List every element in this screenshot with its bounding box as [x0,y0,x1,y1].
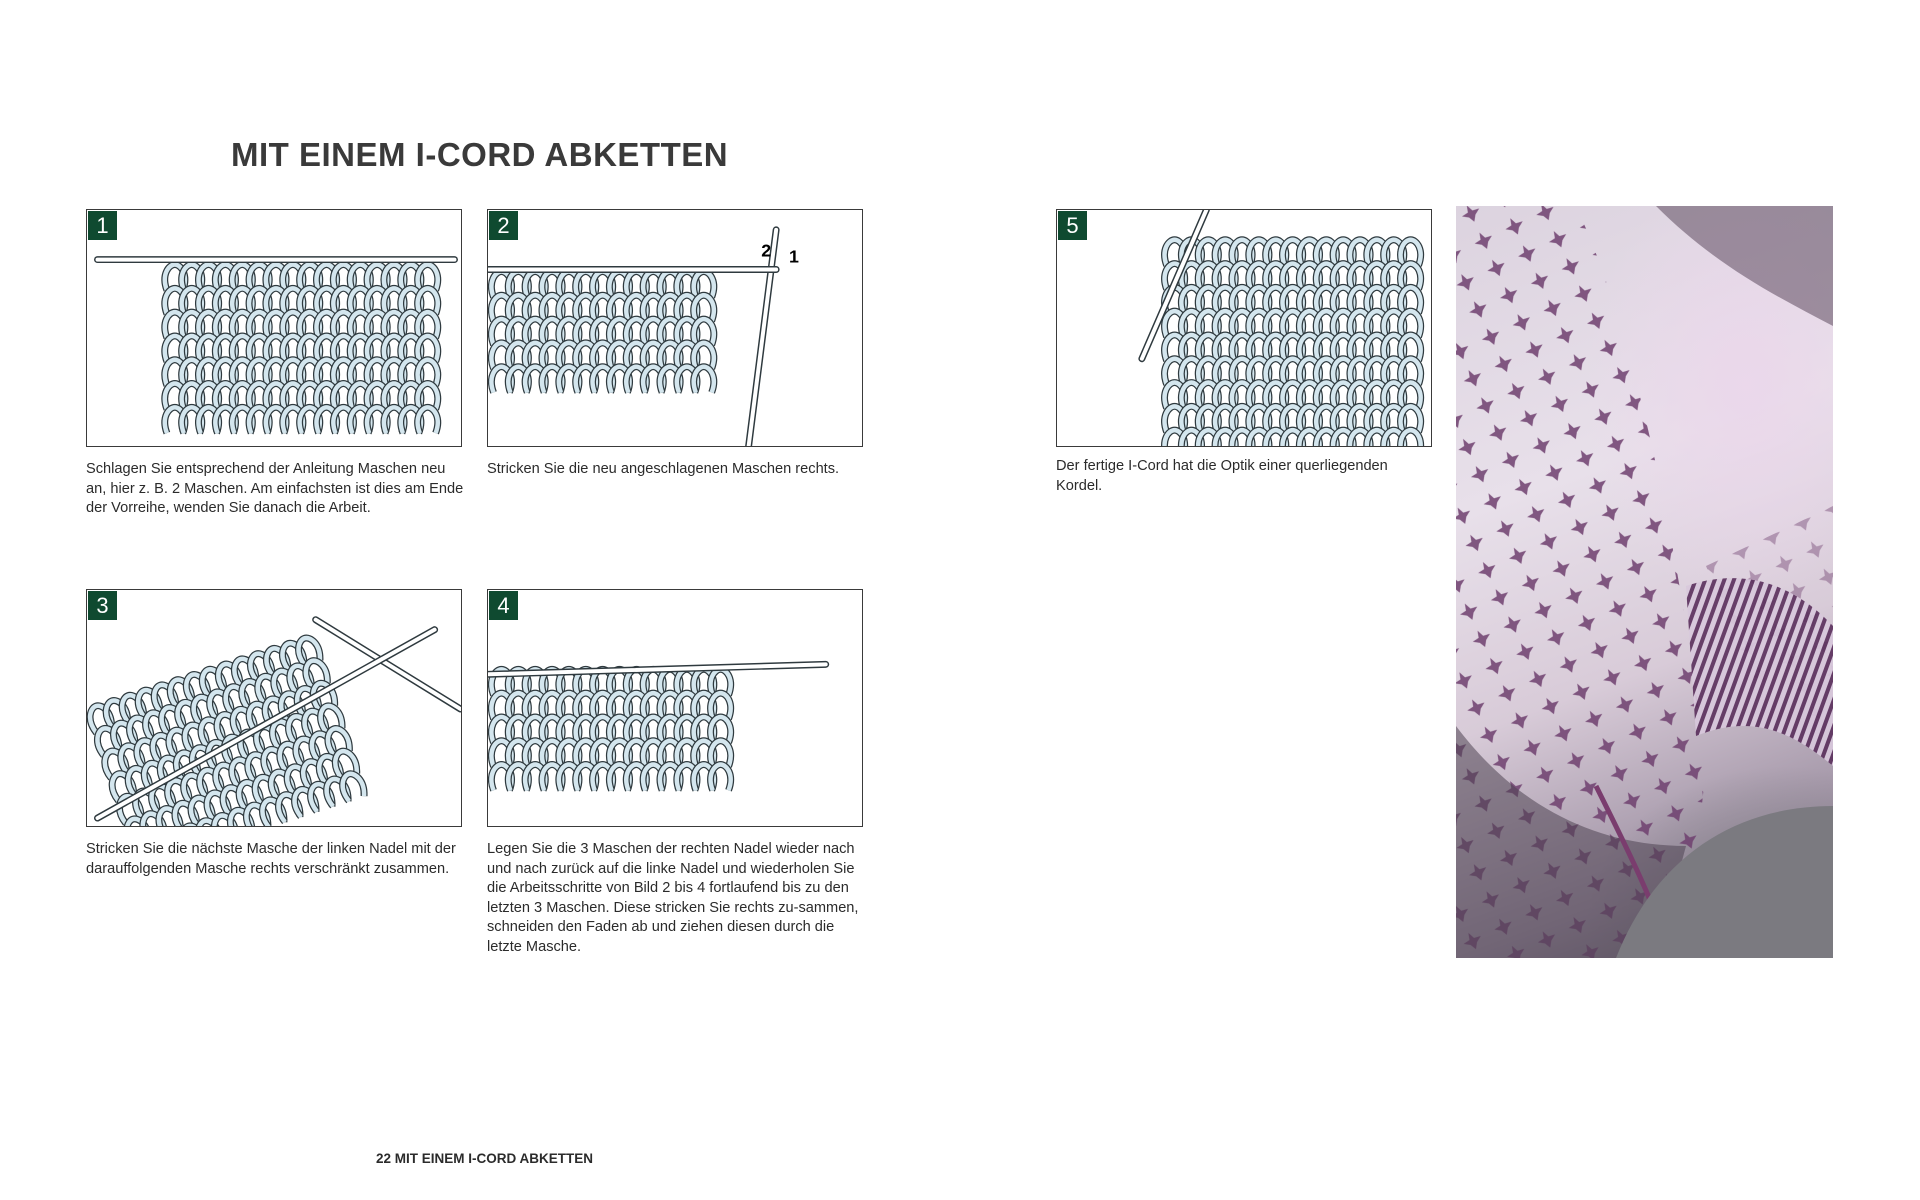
step-number-badge: 2 [489,211,518,240]
stitch-rows [491,669,730,790]
diagram-label: 2 [761,240,772,261]
knitting-diagram [488,590,862,826]
knitting-needle [316,620,461,709]
step-3-caption: Stricken Sie die nächste Masche der linken Nadel mit der darauffolgenden Masche rechts verschränkt zusammen. [86,841,456,877]
knitting-diagram [87,210,461,446]
step-number-badge: 3 [88,591,117,620]
knitting-diagram [1057,210,1431,446]
knitting-needle [748,230,776,446]
knitted-sweater-photo [1456,206,1833,958]
step-number-badge: 4 [489,591,518,620]
knitting-diagram [488,210,862,446]
step-4-illustration [487,589,863,827]
step-4-caption: Legen Sie die 3 Maschen der rechten Nadel wieder nach und nach zurück auf die linke Nadel und wiederholen Sie die Arbeitsschritte von Bild 2 bis 4 fortlaufend bis zu den letzten 3 Maschen. Diese stricken Sie rechts zu-sammen, schneiden den Faden ab und ziehen diesen durch die letzte Masche. [487,841,859,955]
fair-isle-pattern [1456,206,1833,958]
diagram-label: 1 [789,246,799,267]
stitch-rows [1165,240,1421,446]
step-number-badge: 1 [88,211,117,240]
step-5-caption: Der fertige I-Cord hat die Optik einer querliegenden Kordel. [1056,458,1388,494]
step-2-caption: Stricken Sie die neu angeschlagenen Maschen rechts. [487,461,840,477]
knitting-diagram [87,590,461,826]
page-number: 22 [376,1151,392,1166]
step-1-caption: Schlagen Sie entsprechend der Anleitung Maschen neu an, hier z. B. 2 Maschen. Am einfachsten ist dies am Ende der Vorreihe, wenden Sie danach die Arbeit. [86,461,464,517]
running-title: MIT EINEM I-CORD ABKETTEN [394,1151,594,1166]
stitch-rows [491,271,713,392]
stitch-rows [165,265,438,434]
step-2-illustration [487,209,863,447]
step-3-illustration [86,589,462,827]
step-number-badge: 5 [1058,211,1087,240]
step-5-illustration [1056,209,1432,447]
page-title: MIT EINEM I-CORD ABKETTEN [231,136,729,173]
step-1-illustration [86,209,462,447]
page-footer [376,1151,593,1166]
